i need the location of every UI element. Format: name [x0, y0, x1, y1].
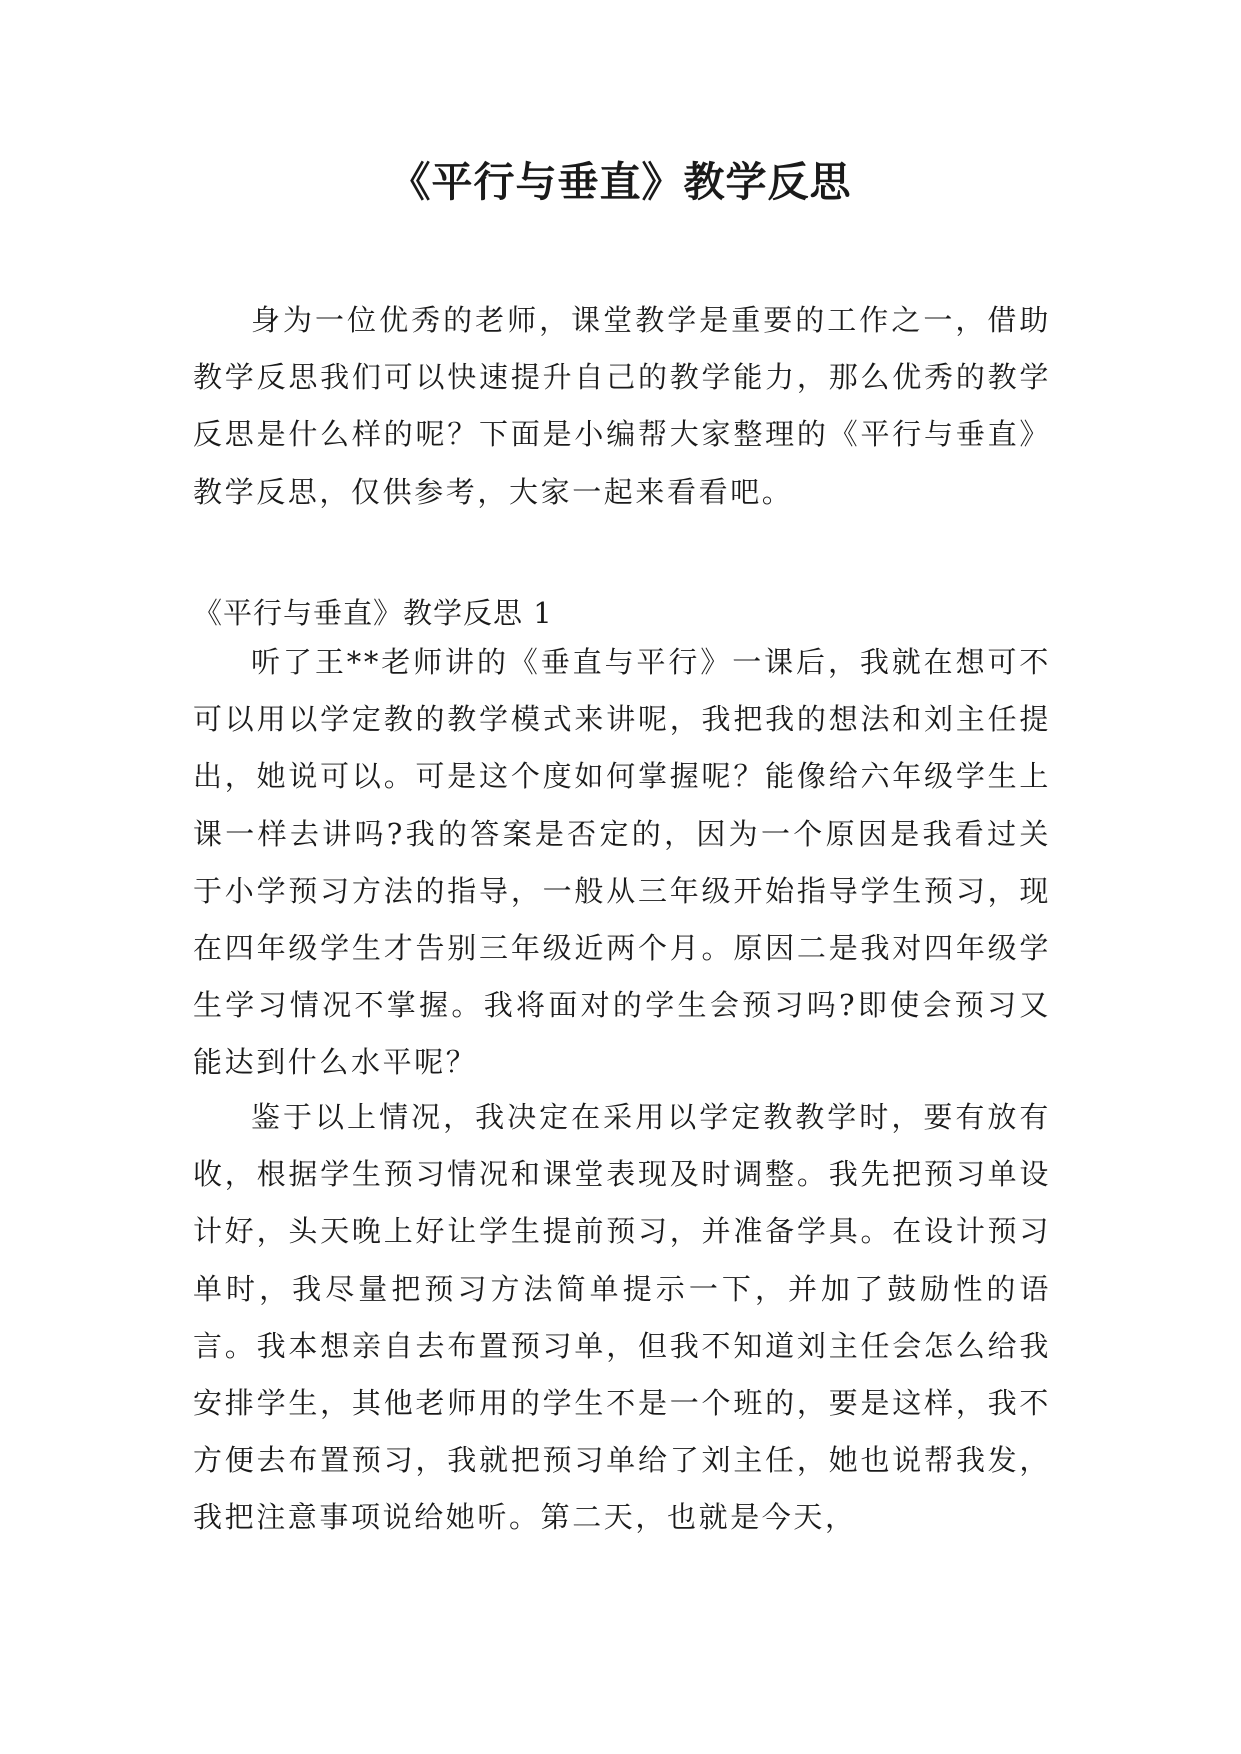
- document-title: 《平行与垂直》教学反思: [389, 158, 852, 206]
- intro-paragraph: 身为一位优秀的老师，课堂教学是重要的工作之一，借助教学反思我们可以快速提升自己的教学能力，那么优秀的教学反思是什么样的呢？下面是小编帮大家整理的《平行与垂直》教学反思，仅供参考，大家一起来看看吧。: [193, 303, 1051, 509]
- body-paragraph-2: 鉴于以上情况，我决定在采用以学定教教学时，要有放有收，根据学生预习情况和课堂表现及时调整。我先把预习单设计好，头天晚上好让学生提前预习，并准备学具。在设计预习单时，我尽量把预习方法简单提示一下，并加了鼓励性的语言。我本想亲自去布置预习单，但我不知道刘主任会怎么给我安排学生，其他老师用的学生不是一个班的，要是这样，我不方便去布置预习，我就把预习单给了刘主任，她也说帮我发，我把注意事项说给她听。第二天，也就是今天，: [193, 1100, 1051, 1535]
- section-heading: 《平行与垂直》教学反思 1: [193, 596, 553, 630]
- body-paragraph-1: 听了王**老师讲的《垂直与平行》一课后，我就在想可不可以用以学定教的教学模式来讲呢，我把我的想法和刘主任提出，她说可以。可是这个度如何掌握呢？能像给六年级学生上课一样去讲吗?我的答案是否定的，因为一个原因是我看过关于小学预习方法的指导，一般从三年级开始指导学生预习，现在四年级学生才告别三年级近两个月。原因二是我对四年级学生学习情况不掌握。我将面对的学生会预习吗?即使会预习又能达到什么水平呢？: [193, 645, 1051, 1080]
